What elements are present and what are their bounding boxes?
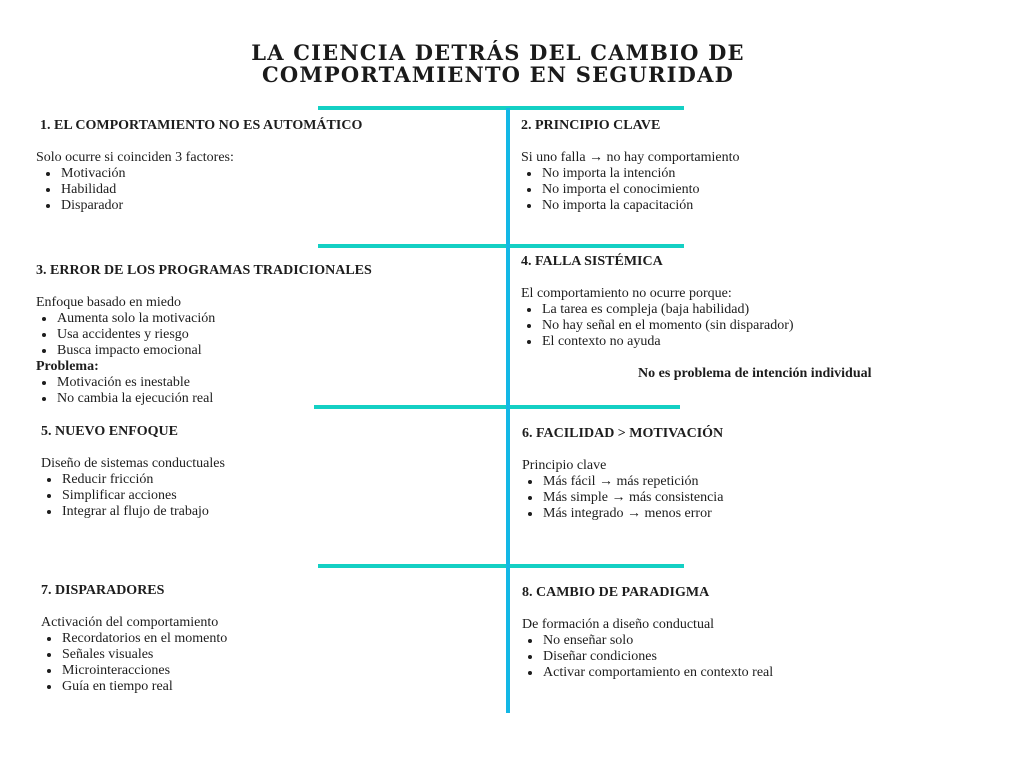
- divider-row-4: [318, 564, 684, 568]
- section-3-problem-list: [36, 375, 372, 407]
- list-item: Aumenta solo la motivación: [36, 311, 372, 327]
- list-item: Más fácil → más repetición: [522, 474, 723, 490]
- section-2-heading: 2. PRINCIPIO CLAVE: [521, 118, 661, 133]
- list-item: Motivación es inestable: [36, 375, 372, 391]
- list-item: No importa el conocimiento: [521, 182, 740, 198]
- section-1-heading: 1. EL COMPORTAMIENTO NO ES AUTOMÁTICO: [40, 118, 363, 133]
- list-item: Diseñar condiciones: [522, 649, 773, 665]
- list-item: El contexto no ayuda: [521, 334, 794, 350]
- section-1-list: [40, 166, 362, 214]
- list-item: Activar comportamiento en contexto real: [522, 665, 773, 681]
- section-7-list: [41, 631, 227, 695]
- section-4-intro: El comportamiento no ocurre porque:: [521, 286, 732, 301]
- list-item: Más simple → más consistencia: [522, 490, 723, 506]
- list-item: Disparador: [40, 198, 362, 214]
- section-5-intro: Diseño de sistemas conductuales: [41, 456, 225, 471]
- list-item: Más integrado → menos error: [522, 506, 723, 522]
- list-item: Simplificar acciones: [41, 488, 225, 504]
- section-2-intro: Si uno falla → no hay comportamiento: [521, 150, 740, 165]
- list-item: La tarea es compleja (baja habilidad): [521, 302, 794, 318]
- section-8-list: [522, 633, 773, 681]
- section-4-heading: 4. FALLA SISTÉMICA: [521, 254, 663, 269]
- section-4-list: [521, 302, 794, 350]
- section-3: [36, 263, 372, 407]
- list-item: Usa accidentes y riesgo: [36, 327, 372, 343]
- section-1: [36, 118, 363, 214]
- list-item: Señales visuales: [41, 647, 227, 663]
- list-item: Guía en tiempo real: [41, 679, 227, 695]
- divider-row-2: [318, 244, 684, 248]
- section-5-list: [41, 472, 225, 520]
- section-6-list: [522, 474, 723, 522]
- section-8: [522, 585, 773, 681]
- section-5: [41, 424, 225, 520]
- section-4-note: No es problema de intención individual: [638, 366, 872, 381]
- title-line-2: COMPORTAMIENTO EN SEGURIDAD: [261, 62, 734, 87]
- list-item: Reducir fricción: [41, 472, 225, 488]
- list-item: Microinteracciones: [41, 663, 227, 679]
- list-item: Integrar al flujo de trabajo: [41, 504, 225, 520]
- section-8-intro: De formación a diseño conductual: [522, 617, 715, 632]
- section-6-intro: Principio clave: [522, 458, 607, 473]
- page-title: [0, 42, 996, 86]
- section-7: [41, 583, 227, 695]
- list-item: Recordatorios en el momento: [41, 631, 227, 647]
- section-7-intro: Activación del comportamiento: [41, 615, 219, 630]
- list-item: No importa la intención: [521, 166, 740, 182]
- list-item: Busca impacto emocional: [36, 343, 372, 359]
- section-6-heading: 6. FACILIDAD > MOTIVACIÓN: [522, 426, 724, 441]
- section-3-problem-label: Problema:: [36, 359, 99, 374]
- section-6: [522, 426, 723, 522]
- section-2: [521, 118, 740, 214]
- list-item: Motivación: [40, 166, 362, 182]
- section-8-heading: 8. CAMBIO DE PARADIGMA: [522, 585, 710, 600]
- divider-top: [318, 106, 684, 110]
- section-4: [521, 254, 794, 350]
- section-2-list: [521, 166, 740, 214]
- list-item: No cambia la ejecución real: [36, 391, 372, 407]
- section-5-heading: 5. NUEVO ENFOQUE: [41, 424, 179, 439]
- section-3-heading: 3. ERROR DE LOS PROGRAMAS TRADICIONALES: [36, 263, 372, 278]
- section-3-intro: Enfoque basado en miedo: [36, 295, 182, 310]
- list-item: Habilidad: [40, 182, 362, 198]
- list-item: No enseñar solo: [522, 633, 773, 649]
- section-3-list: [36, 311, 372, 359]
- section-1-intro: Solo ocurre si coinciden 3 factores:: [36, 150, 234, 165]
- divider-vertical: [506, 108, 510, 713]
- list-item: No hay señal en el momento (sin disparador): [521, 318, 794, 334]
- section-7-heading: 7. DISPARADORES: [41, 583, 165, 598]
- title-line-1: LA CIENCIA DETRÁS DEL CAMBIO DE: [251, 40, 745, 65]
- list-item: No importa la capacitación: [521, 198, 740, 214]
